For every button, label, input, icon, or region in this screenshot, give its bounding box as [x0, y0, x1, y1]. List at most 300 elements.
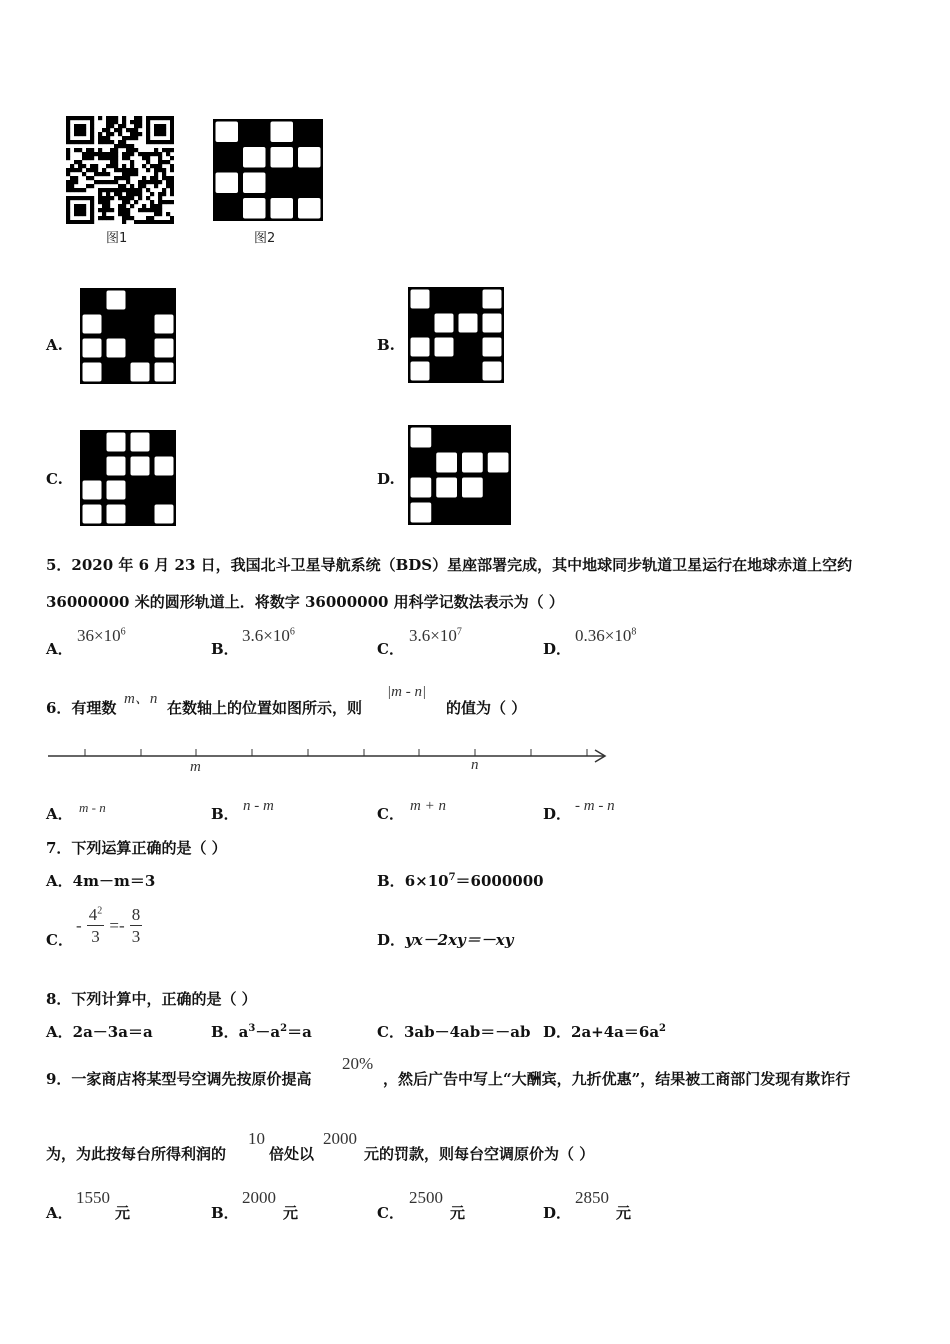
- qr-module: [122, 120, 126, 124]
- qr-module: [134, 120, 138, 124]
- qr-module: [82, 188, 86, 192]
- qr-module: [122, 144, 126, 148]
- qr-module: [126, 128, 130, 132]
- number-line: [46, 740, 616, 776]
- qr-module: [114, 176, 118, 180]
- qr-module: [166, 116, 170, 120]
- qr-module: [126, 156, 130, 160]
- white-cell: [436, 478, 457, 498]
- white-cell: [107, 291, 126, 310]
- qr-module: [74, 132, 78, 136]
- q5-option-a-label: A．: [46, 640, 73, 658]
- qr-module: [154, 148, 158, 152]
- qr-module: [142, 176, 146, 180]
- qr-module: [158, 132, 162, 136]
- qr-module: [66, 212, 70, 216]
- qr-module: [82, 196, 86, 200]
- q8-option-a: A．2a－3a＝a: [46, 1023, 153, 1041]
- q5-option-b: $3.6\times 10^6$: [242, 626, 295, 645]
- black-cell: [488, 428, 509, 448]
- qr-module: [130, 216, 134, 220]
- grid-option-d-label: D.: [377, 470, 395, 488]
- qr-module: [94, 168, 98, 172]
- qr-module: [118, 204, 122, 208]
- qr-module: [102, 212, 106, 216]
- qr-module: [106, 172, 110, 176]
- qr-module: [130, 188, 134, 192]
- qr-module: [122, 116, 126, 120]
- qr-module: [158, 152, 162, 156]
- qr-module: [118, 184, 122, 188]
- white-cell: [107, 339, 126, 358]
- qr-module: [110, 156, 114, 160]
- black-cell: [83, 457, 102, 476]
- black-cell: [131, 505, 150, 524]
- qr-module: [74, 212, 78, 216]
- black-cell: [411, 314, 430, 333]
- qr-module: [86, 156, 90, 160]
- qr-module: [154, 180, 158, 184]
- qr-module: [162, 168, 166, 172]
- white-cell: [155, 457, 174, 476]
- fraction-8-over-3: $\frac{8}{3}$: [131, 905, 141, 947]
- white-cell: [271, 198, 294, 219]
- qr-module: [106, 180, 110, 184]
- qr-module: [118, 196, 122, 200]
- qr-module: [170, 116, 174, 120]
- qr-module: [122, 152, 126, 156]
- white-cell: [243, 173, 266, 194]
- white-cell: [216, 173, 239, 194]
- qr-module: [82, 204, 86, 208]
- qr-module: [146, 188, 150, 192]
- qr-module: [90, 156, 94, 160]
- qr-module: [146, 160, 150, 164]
- qr-module: [110, 124, 114, 128]
- qr-module: [158, 156, 162, 160]
- qr-module: [86, 116, 90, 120]
- qr-module: [86, 148, 90, 152]
- qr-module: [110, 148, 114, 152]
- qr-module: [98, 140, 102, 144]
- qr-module: [138, 208, 142, 212]
- qr-module: [130, 192, 134, 196]
- black-cell: [436, 428, 457, 448]
- qr-module: [106, 136, 110, 140]
- qr-module: [98, 172, 102, 176]
- qr-module: [162, 192, 166, 196]
- qr-module: [98, 208, 102, 212]
- white-cell: [83, 481, 102, 500]
- qr-module: [82, 212, 86, 216]
- qr-module: [150, 216, 154, 220]
- qr-module: [130, 128, 134, 132]
- white-cell: [155, 339, 174, 358]
- qr-module: [70, 116, 74, 120]
- q9-line2-a: 为，为此按每台所得利润的: [46, 1145, 227, 1163]
- qr-module: [150, 192, 154, 196]
- qr-module: [142, 180, 146, 184]
- q9-line2-c: 元的罚款，则每台空调原价为（ ）: [364, 1145, 595, 1163]
- qr-module: [106, 124, 110, 128]
- q9-option-d-value: 2850: [575, 1188, 609, 1207]
- white-cell: [483, 362, 502, 381]
- q5-stem-line2: 36000000 米的圆形轨道上．将数字 36000000 用科学记数法表示为（ ）: [46, 593, 564, 611]
- qr-module: [166, 148, 170, 152]
- qr-module: [134, 192, 138, 196]
- white-cell: [216, 122, 239, 143]
- black-cell: [155, 291, 174, 310]
- qr-module: [146, 216, 150, 220]
- qr-module: [150, 140, 154, 144]
- qr-module: [142, 156, 146, 160]
- qr-module: [82, 124, 86, 128]
- qr-module: [170, 184, 174, 188]
- qr-module: [102, 128, 106, 132]
- black-cell: [459, 362, 478, 381]
- qr-module: [66, 216, 70, 220]
- qr-module: [118, 212, 122, 216]
- qr-module: [74, 176, 78, 180]
- qr-module: [66, 120, 70, 124]
- black-cell: [216, 198, 239, 219]
- qr-module: [86, 196, 90, 200]
- white-cell: [83, 505, 102, 524]
- q5-option-c: $3.6\times 10^7$: [409, 626, 462, 645]
- qr-module: [122, 136, 126, 140]
- grid-option-c-label: C.: [46, 470, 63, 488]
- qr-module: [134, 124, 138, 128]
- black-cell: [131, 481, 150, 500]
- qr-module: [154, 168, 158, 172]
- q9-line1-a: 9．一家商店将某型号空调先按原价提高: [46, 1070, 312, 1088]
- q7-option-d: D．yx－2xy＝－xy: [377, 931, 514, 949]
- qr-module: [110, 216, 114, 220]
- qr-module: [166, 200, 170, 204]
- qr-module: [106, 152, 110, 156]
- qr-module: [106, 128, 110, 132]
- qr-module: [114, 160, 118, 164]
- qr-module: [146, 208, 150, 212]
- qr-module: [114, 168, 118, 172]
- q6-abs-expression: |m - n|: [387, 684, 427, 700]
- white-cell: [411, 338, 430, 357]
- qr-module: [134, 220, 138, 224]
- white-cell: [411, 362, 430, 381]
- qr-module: [154, 124, 158, 128]
- qr-module: [78, 164, 82, 168]
- qr-module: [138, 184, 142, 188]
- qr-module: [122, 140, 126, 144]
- qr-module: [118, 124, 122, 128]
- qr-module: [78, 160, 82, 164]
- qr-module: [66, 140, 70, 144]
- qr-module: [90, 164, 94, 168]
- black-cell: [488, 478, 509, 498]
- qr-module: [98, 136, 102, 140]
- grid-option-b-label: B.: [377, 336, 395, 354]
- qr-module: [138, 152, 142, 156]
- qr-module: [162, 172, 166, 176]
- grid-option-d: [407, 424, 512, 526]
- qr-module: [110, 164, 114, 168]
- white-cell: [411, 428, 432, 448]
- q6-vars: m、n: [124, 691, 158, 707]
- q6-option-b-label: B．: [211, 805, 239, 823]
- qr-module: [130, 204, 134, 208]
- qr-module: [90, 152, 94, 156]
- qr-module: [134, 172, 138, 176]
- white-cell: [107, 457, 126, 476]
- white-cell: [131, 363, 150, 382]
- qr-module: [170, 180, 174, 184]
- qr-module: [170, 156, 174, 160]
- qr-module: [162, 128, 166, 132]
- qr-module: [154, 208, 158, 212]
- qr-module: [150, 180, 154, 184]
- qr-module: [106, 208, 110, 212]
- qr-module: [142, 204, 146, 208]
- qr-module: [154, 220, 158, 224]
- qr-module: [126, 208, 130, 212]
- black-cell: [131, 315, 150, 334]
- qr-module: [66, 200, 70, 204]
- qr-module: [86, 176, 90, 180]
- grid-option-c: [79, 429, 177, 527]
- qr-module: [78, 220, 82, 224]
- qr-module: [118, 168, 122, 172]
- qr-module: [110, 120, 114, 124]
- q9-option-c-label: C．: [377, 1204, 404, 1222]
- qr-module: [102, 172, 106, 176]
- qr-module: [154, 132, 158, 136]
- qr-module: [98, 148, 102, 152]
- qr-module: [170, 176, 174, 180]
- qr-module: [114, 116, 118, 120]
- qr-module: [70, 140, 74, 144]
- grid-option-a-label: A.: [46, 336, 63, 354]
- qr-module: [170, 192, 174, 196]
- qr-module: [118, 188, 122, 192]
- qr-module: [82, 152, 86, 156]
- qr-module: [74, 160, 78, 164]
- white-cell: [271, 122, 294, 143]
- qr-module: [98, 196, 102, 200]
- qr-module: [106, 188, 110, 192]
- qr-module: [74, 196, 78, 200]
- qr-module: [74, 140, 78, 144]
- qr-module: [142, 208, 146, 212]
- qr-module: [78, 196, 82, 200]
- qr-module: [106, 120, 110, 124]
- white-cell: [435, 338, 454, 357]
- qr-module: [110, 140, 114, 144]
- qr-module: [70, 184, 74, 188]
- qr-module: [114, 156, 118, 160]
- white-cell: [483, 290, 502, 309]
- qr-module: [98, 192, 102, 196]
- qr-module: [130, 196, 134, 200]
- white-cell: [131, 433, 150, 452]
- qr-module: [122, 156, 126, 160]
- q7-option-b: B．$6\times 10^7=6000000$: [377, 872, 544, 890]
- qr-module: [170, 136, 174, 140]
- qr-module: [118, 132, 122, 136]
- black-cell: [83, 291, 102, 310]
- qr-module: [134, 116, 138, 120]
- qr-module: [142, 164, 146, 168]
- qr-module: [126, 148, 130, 152]
- qr-module: [158, 212, 162, 216]
- q6-option-d: - m - n: [575, 798, 615, 814]
- black-cell: [271, 173, 294, 194]
- qr-module: [126, 172, 130, 176]
- qr-module: [106, 164, 110, 168]
- qr-module: [98, 116, 102, 120]
- white-cell: [411, 290, 430, 309]
- qr-module: [122, 172, 126, 176]
- qr-module: [114, 144, 118, 148]
- qr-module: [162, 116, 166, 120]
- qr-module: [66, 188, 70, 192]
- white-cell: [83, 339, 102, 358]
- qr-module: [102, 156, 106, 160]
- qr-module: [162, 132, 166, 136]
- qr-module: [146, 116, 150, 120]
- q9-option-d-label: D．: [543, 1204, 572, 1222]
- white-cell: [462, 478, 483, 498]
- white-cell: [107, 433, 126, 452]
- white-cell: [155, 505, 174, 524]
- qr-module: [130, 152, 134, 156]
- qr-module: [66, 196, 70, 200]
- white-cell: [83, 315, 102, 334]
- qr-module: [90, 124, 94, 128]
- qr-module: [90, 120, 94, 124]
- qr-module: [66, 124, 70, 128]
- qr-module: [66, 172, 70, 176]
- qr-module: [114, 188, 118, 192]
- qr-module: [102, 152, 106, 156]
- q9-times: 10: [248, 1129, 265, 1148]
- qr-module: [170, 188, 174, 192]
- q9-option-b-unit: 元: [283, 1204, 299, 1222]
- qr-module: [126, 152, 130, 156]
- qr-module: [78, 212, 82, 216]
- qr-module: [74, 148, 78, 152]
- qr-module: [90, 196, 94, 200]
- qr-module: [82, 116, 86, 120]
- white-cell: [436, 453, 457, 473]
- qr-module: [66, 180, 70, 184]
- qr-module: [150, 220, 154, 224]
- qr-module: [162, 148, 166, 152]
- q8-stem: 8．下列计算中，正确的是（ ）: [46, 990, 257, 1008]
- black-cell: [131, 339, 150, 358]
- qr-module: [146, 152, 150, 156]
- qr-module: [102, 140, 106, 144]
- qr-module: [70, 196, 74, 200]
- q6-option-c-label: C．: [377, 805, 404, 823]
- qr-module: [114, 148, 118, 152]
- qr-module: [118, 144, 122, 148]
- qr-module: [162, 200, 166, 204]
- qr-module: [86, 152, 90, 156]
- q7-option-c-label: C．: [46, 931, 73, 949]
- qr-module: [90, 132, 94, 136]
- qr-module: [166, 140, 170, 144]
- qr-module: [90, 148, 94, 152]
- q6-stem-suffix: 的值为（ ）: [446, 699, 527, 717]
- q9-option-a-unit: 元: [115, 1204, 131, 1222]
- qr-module: [146, 132, 150, 136]
- qr-module: [170, 148, 174, 152]
- qr-module: [126, 200, 130, 204]
- qr-module: [154, 172, 158, 176]
- black-cell: [459, 338, 478, 357]
- qr-module: [90, 116, 94, 120]
- qr-module: [78, 124, 82, 128]
- qr-module: [166, 220, 170, 224]
- qr-module: [74, 168, 78, 172]
- qr-module: [98, 216, 102, 220]
- white-cell: [83, 363, 102, 382]
- qr-module: [158, 180, 162, 184]
- qr-module: [126, 192, 130, 196]
- qr-module: [158, 116, 162, 120]
- qr-module: [106, 132, 110, 136]
- qr-module: [138, 196, 142, 200]
- qr-module: [118, 208, 122, 212]
- qr-module: [90, 212, 94, 216]
- white-cell: [243, 147, 266, 168]
- qr-module: [154, 176, 158, 180]
- qr-module: [126, 196, 130, 200]
- grid-option-a: [79, 287, 177, 385]
- q5-option-a: $36\times 10^6$: [77, 626, 126, 645]
- qr-module: [122, 204, 126, 208]
- qr-module: [90, 208, 94, 212]
- white-cell: [483, 314, 502, 333]
- qr-module: [126, 176, 130, 180]
- qr-module: [146, 136, 150, 140]
- black-cell: [243, 122, 266, 143]
- black-cell: [462, 503, 483, 523]
- qr-module: [130, 144, 134, 148]
- qr-module: [78, 188, 82, 192]
- qr-module: [130, 120, 134, 124]
- black-cell: [131, 291, 150, 310]
- qr-module: [106, 156, 110, 160]
- qr-module: [134, 188, 138, 192]
- qr-module: [118, 128, 122, 132]
- white-cell: [107, 481, 126, 500]
- axis-label-m: m: [190, 759, 201, 775]
- q6-option-b: n - m: [243, 798, 274, 814]
- qr-module: [122, 176, 126, 180]
- black-cell: [411, 453, 432, 473]
- qr-module: [162, 160, 166, 164]
- qr-module: [122, 212, 126, 216]
- qr-module: [106, 204, 110, 208]
- qr-module: [162, 188, 166, 192]
- qr-module: [170, 140, 174, 144]
- white-cell: [131, 457, 150, 476]
- qr-module: [114, 180, 118, 184]
- qr-module: [154, 184, 158, 188]
- qr-module: [78, 204, 82, 208]
- qr-module: [102, 208, 106, 212]
